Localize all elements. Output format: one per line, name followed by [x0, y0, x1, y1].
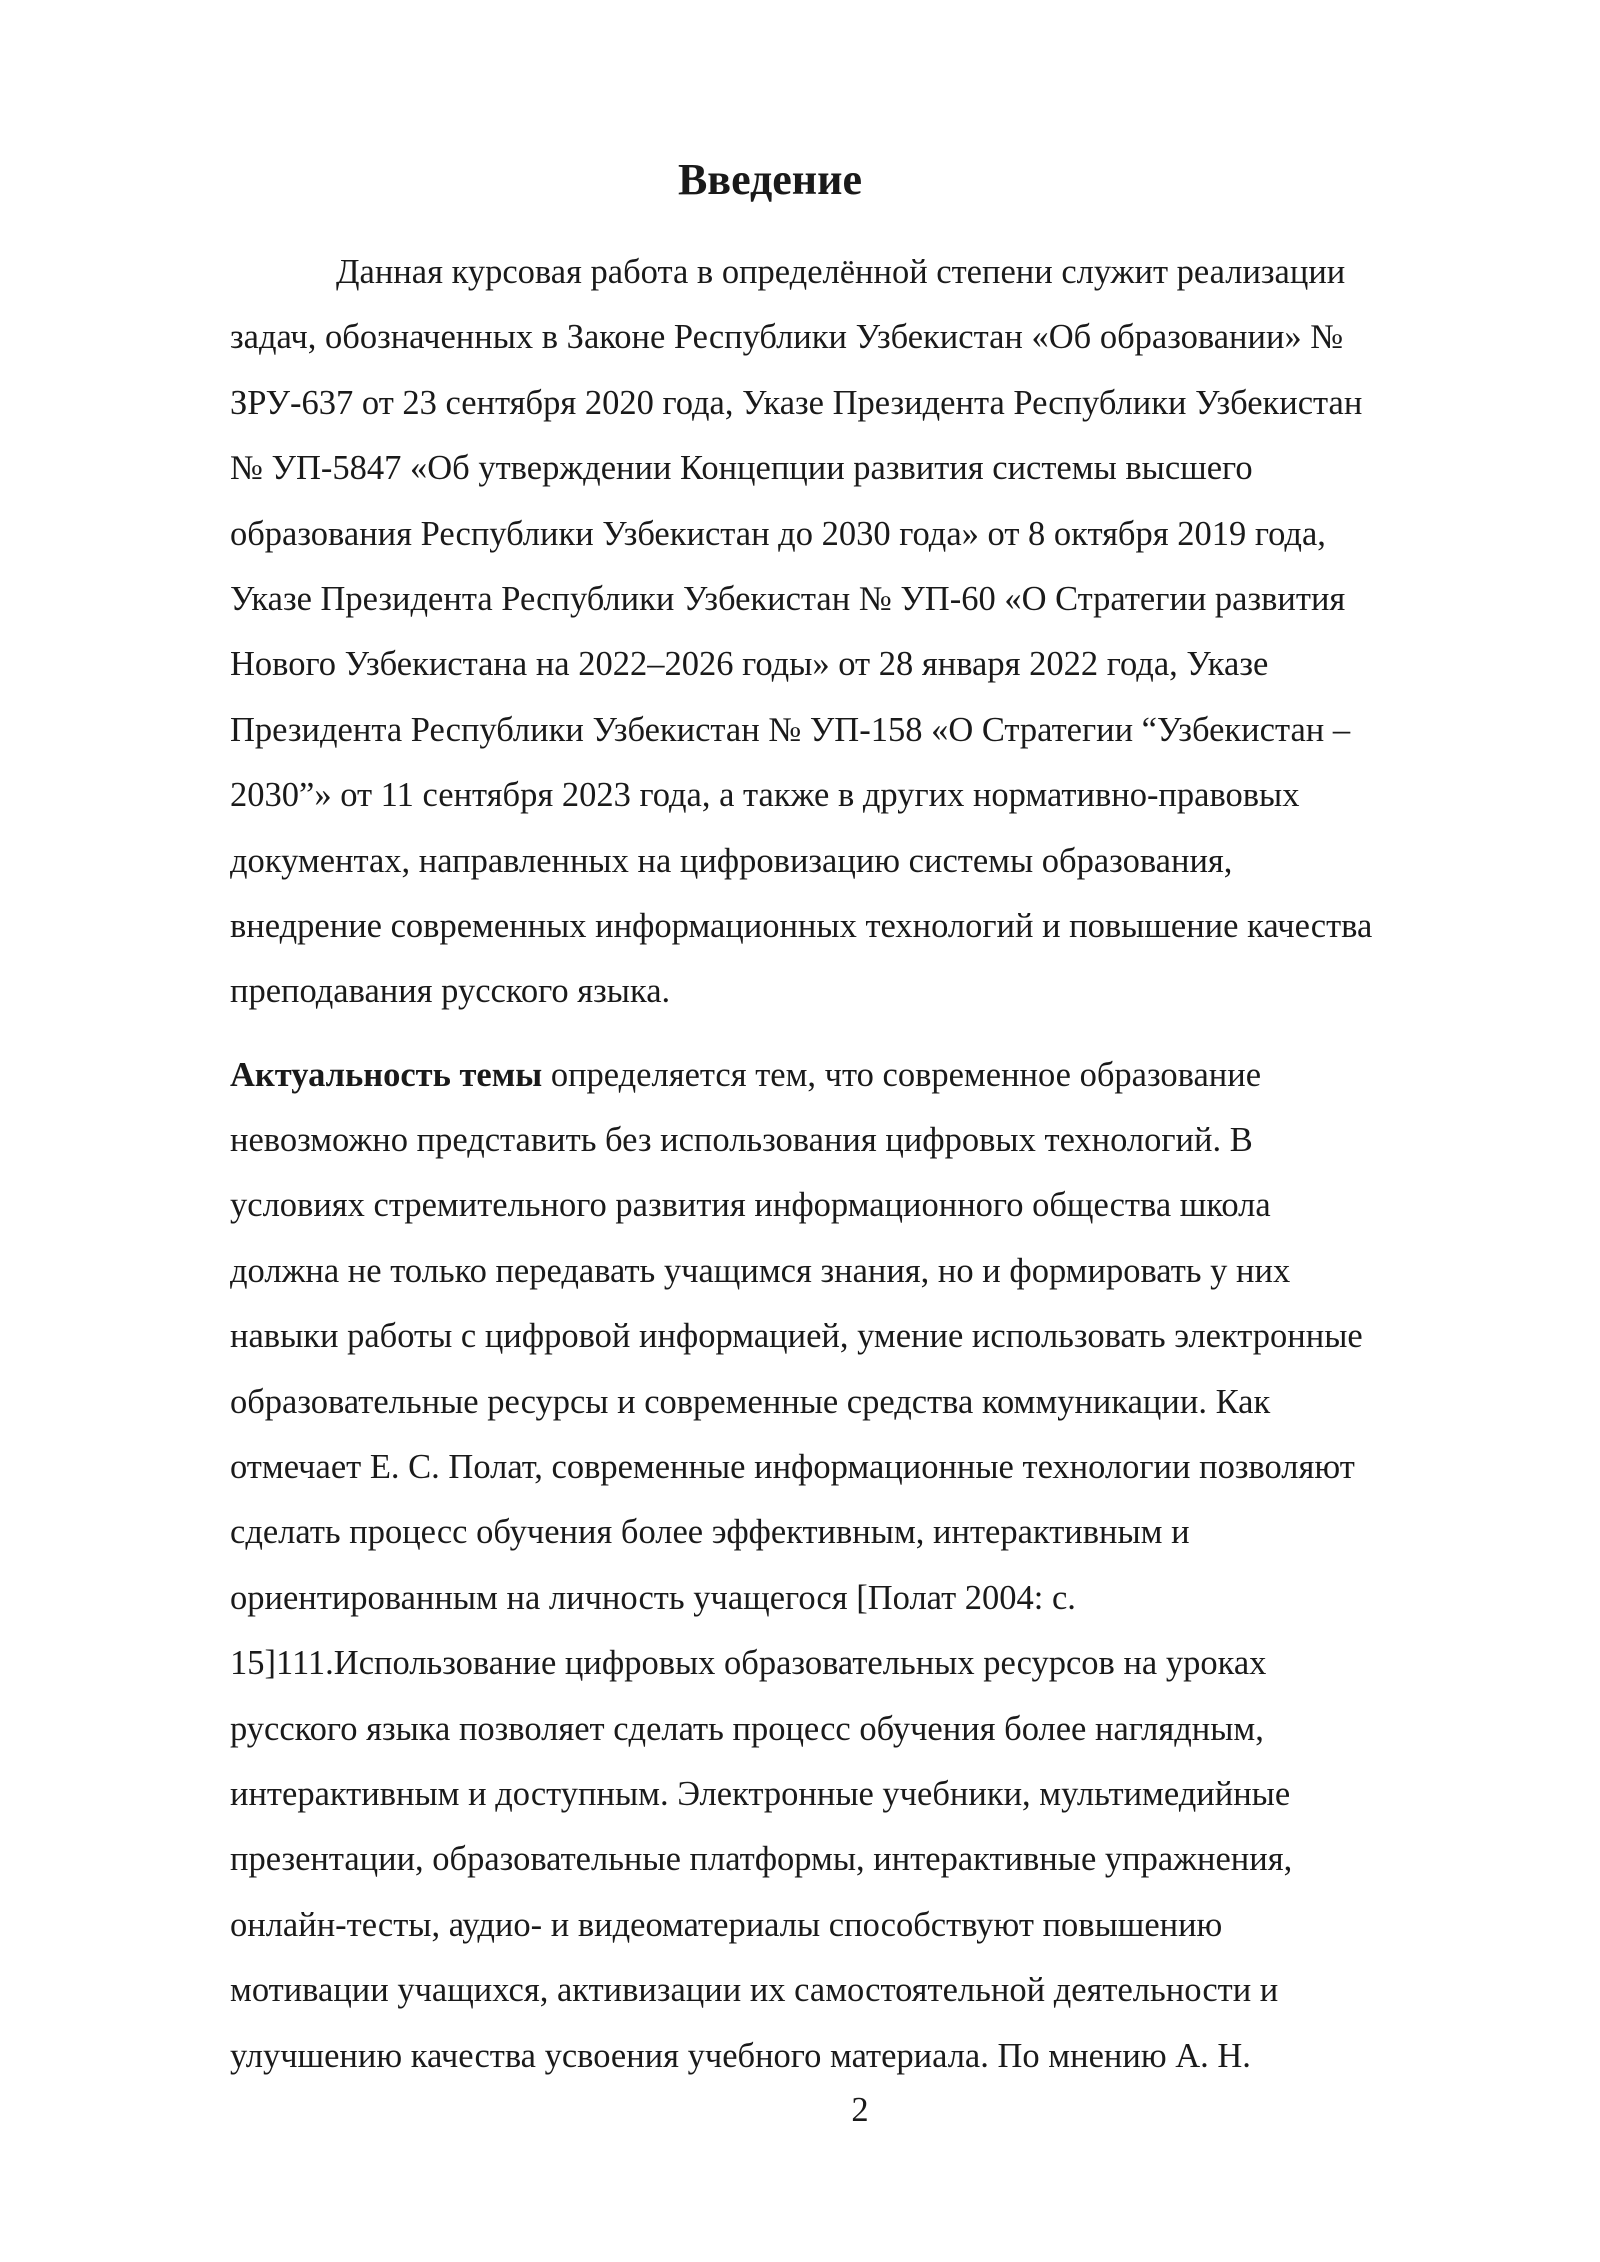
paragraph-2-lead-text: определяется тем, что современное образование	[542, 1055, 1262, 1094]
paragraph-1-line: ЗРУ-637 от 23 сентября 2020 года, Указе Президента Республики Узбекистан	[230, 383, 1363, 422]
paragraph-1-line: 2030”» от 11 сентября 2023 года, а также в других нормативно-правовых	[230, 776, 1300, 815]
paragraph-2-line: образовательные ресурсы и современные средства коммуникации. Как	[230, 1382, 1271, 1421]
paragraph-1-line: Президента Республики Узбекистан № УП-158 «О Стратегии “Узбекистан –	[230, 710, 1351, 749]
paragraph-1-line: № УП-5847 «Об утверждении Концепции развития системы высшего	[230, 449, 1253, 488]
paragraph-1-line: преподавания русского языка.	[230, 972, 671, 1011]
paragraph-1-line: документах, направленных на цифровизацию системы образования,	[230, 841, 1233, 880]
page-number: 2	[851, 2091, 869, 2129]
paragraph-2-line: сделать процесс обучения более эффективным, интерактивным и	[230, 1513, 1190, 1552]
paragraph-2-line: условиях стремительного развития информационного общества школа	[230, 1186, 1271, 1225]
body-text	[230, 240, 1530, 2089]
paragraph-spacer	[230, 1025, 1530, 1043]
paragraph-2-line: ориентированным на личность учащегося [Полат 2004: с.	[230, 1578, 1076, 1617]
paragraph-2-line: отмечает Е. С. Полат, современные информационные технологии позволяют	[230, 1448, 1355, 1487]
paragraph-1-line: Указе Президента Республики Узбекистан № УП-60 «О Стратегии развития	[230, 579, 1346, 618]
paragraph-1-line: внедрение современных информационных технологий и повышение качества	[230, 906, 1373, 945]
paragraph-2-line: невозможно представить без использования цифровых технологий. В	[230, 1121, 1253, 1160]
section-title: Введение	[677, 155, 863, 204]
paragraph-2-line: презентации, образовательные платформы, интерактивные упражнения,	[230, 1840, 1293, 1879]
relevance-heading: Актуальность темы	[230, 1055, 543, 1094]
paragraph-1-line: Данная курсовая работа в определённой степени служит реализации	[336, 253, 1346, 291]
paragraph-2-line: мотивации учащихся, активизации их самостоятельной деятельности и	[230, 1971, 1279, 2010]
paragraph-2-line: интерактивным и доступным. Электронные учебники, мультимедийные	[230, 1774, 1291, 1813]
paragraph-2-line: улучшению качества усвоения учебного материала. По мнению А. Н.	[230, 2036, 1251, 2075]
paragraph-2-line: 15]111.Использование цифровых образовательных ресурсов на уроках	[230, 1644, 1267, 1683]
paragraph-2-line: русского языка позволяет сделать процесс обучения более наглядным,	[230, 1709, 1264, 1748]
paragraph-1-line: задач, обозначенных в Законе Республики Узбекистан «Об образовании» №	[230, 318, 1344, 357]
paragraph-1-line: Нового Узбекистана на 2022–2026 годы» от 28 января 2022 года, Указе	[230, 645, 1269, 684]
paragraph-1-line: образования Республики Узбекистан до 2030 года» от 8 октября 2019 года,	[230, 514, 1326, 553]
paragraph-2-first-line	[230, 1043, 1530, 1108]
paragraph-2-line: должна не только передавать учащимся знания, но и формировать у них	[230, 1251, 1291, 1290]
paragraph-2-line: навыки работы с цифровой информацией, умение использовать электронные	[230, 1317, 1363, 1356]
paragraph-2-line: онлайн-тесты, аудио- и видеоматериалы способствуют повышению	[230, 1905, 1223, 1944]
